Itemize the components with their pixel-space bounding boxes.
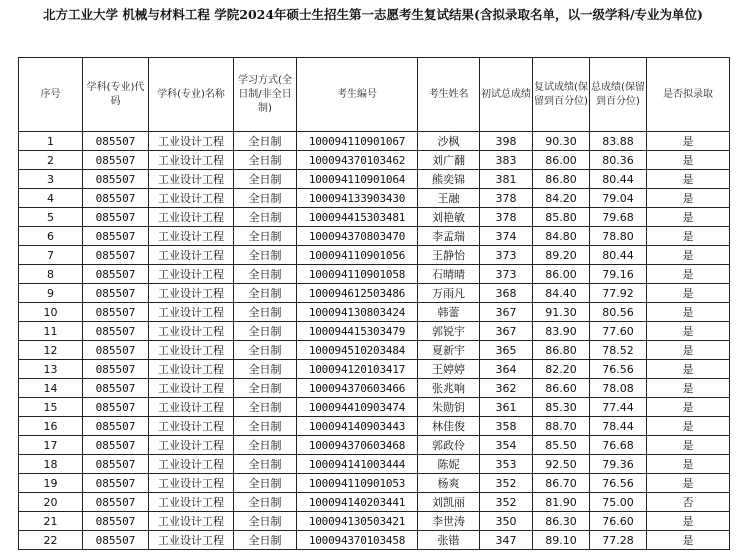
cell-retest-score: 86.70 [533,474,590,493]
cell-total-score: 78.80 [590,227,647,246]
cell-name: 石晴晴 [418,265,480,284]
cell-seq: 3 [19,170,83,189]
cell-retest-score: 85.30 [533,398,590,417]
cell-retest-score: 90.30 [533,132,590,151]
table-row [19,189,730,208]
cell-retest-score: 88.70 [533,417,590,436]
cell-code: 085507 [83,246,149,265]
cell-major: 工业设计工程 [149,322,234,341]
cell-total-score: 76.56 [590,360,647,379]
cell-candidate-id: 100094141003444 [297,455,418,474]
cell-retest-score: 86.30 [533,512,590,531]
cell-major: 工业设计工程 [149,360,234,379]
cell-mode: 全日制 [234,493,297,512]
cell-mode: 全日制 [234,208,297,227]
cell-seq: 12 [19,341,83,360]
cell-admit: 是 [647,360,730,379]
cell-initial-score: 365 [480,341,533,360]
cell-mode: 全日制 [234,284,297,303]
cell-code: 085507 [83,493,149,512]
cell-total-score: 77.28 [590,531,647,550]
cell-candidate-id: 100094410903474 [297,398,418,417]
table-row [19,512,730,531]
cell-retest-score: 85.50 [533,436,590,455]
cell-code: 085507 [83,189,149,208]
cell-major: 工业设计工程 [149,227,234,246]
cell-mode: 全日制 [234,132,297,151]
cell-name: 万雨凡 [418,284,480,303]
cell-retest-score: 84.40 [533,284,590,303]
cell-major: 工业设计工程 [149,398,234,417]
cell-name: 王静怡 [418,246,480,265]
table-row [19,246,730,265]
cell-code: 085507 [83,531,149,550]
cell-total-score: 76.68 [590,436,647,455]
cell-retest-score: 86.00 [533,151,590,170]
table-row [19,379,730,398]
cell-candidate-id: 100094110901067 [297,132,418,151]
cell-retest-score: 82.20 [533,360,590,379]
cell-retest-score: 92.50 [533,455,590,474]
table-row [19,436,730,455]
cell-admit: 是 [647,170,730,189]
cell-major: 工业设计工程 [149,265,234,284]
cell-candidate-id: 100094120103417 [297,360,418,379]
cell-code: 085507 [83,208,149,227]
table-row [19,531,730,550]
cell-admit: 是 [647,455,730,474]
cell-mode: 全日制 [234,379,297,398]
cell-name: 刘广翻 [418,151,480,170]
cell-retest-score: 89.10 [533,531,590,550]
cell-mode: 全日制 [234,474,297,493]
cell-admit: 是 [647,379,730,398]
cell-code: 085507 [83,132,149,151]
cell-mode: 全日制 [234,455,297,474]
cell-candidate-id: 100094370103462 [297,151,418,170]
cell-total-score: 78.08 [590,379,647,398]
cell-major: 工业设计工程 [149,512,234,531]
table-row [19,303,730,322]
cell-admit: 是 [647,322,730,341]
cell-initial-score: 361 [480,398,533,417]
cell-total-score: 77.44 [590,398,647,417]
cell-admit: 是 [647,474,730,493]
cell-code: 085507 [83,284,149,303]
cell-admit: 是 [647,208,730,227]
cell-name: 刘艳敏 [418,208,480,227]
cell-admit: 是 [647,512,730,531]
table-row [19,151,730,170]
cell-initial-score: 383 [480,151,533,170]
cell-seq: 17 [19,436,83,455]
cell-name: 朱勋钥 [418,398,480,417]
cell-mode: 全日制 [234,360,297,379]
cell-total-score: 79.16 [590,265,647,284]
cell-seq: 6 [19,227,83,246]
cell-candidate-id: 100094130803424 [297,303,418,322]
cell-name: 张锴 [418,531,480,550]
cell-code: 085507 [83,265,149,284]
cell-candidate-id: 100094140903443 [297,417,418,436]
cell-retest-score: 85.80 [533,208,590,227]
cell-admit: 是 [647,265,730,284]
cell-mode: 全日制 [234,303,297,322]
cell-seq: 19 [19,474,83,493]
cell-total-score: 77.92 [590,284,647,303]
cell-code: 085507 [83,341,149,360]
table-row [19,227,730,246]
header-retest-score: 复试成绩(保留到百分位) [533,58,590,132]
cell-code: 085507 [83,227,149,246]
cell-major: 工业设计工程 [149,208,234,227]
cell-initial-score: 352 [480,474,533,493]
cell-admit: 是 [647,341,730,360]
cell-admit: 是 [647,398,730,417]
table-row [19,474,730,493]
cell-mode: 全日制 [234,189,297,208]
cell-seq: 2 [19,151,83,170]
cell-code: 085507 [83,303,149,322]
cell-major: 工业设计工程 [149,493,234,512]
table-row [19,493,730,512]
cell-major: 工业设计工程 [149,417,234,436]
cell-name: 陈妮 [418,455,480,474]
cell-major: 工业设计工程 [149,189,234,208]
cell-admit: 是 [647,303,730,322]
cell-seq: 13 [19,360,83,379]
header-row [19,58,730,132]
cell-major: 工业设计工程 [149,531,234,550]
cell-candidate-id: 100094612503486 [297,284,418,303]
table-row [19,398,730,417]
cell-initial-score: 364 [480,360,533,379]
cell-admit: 是 [647,151,730,170]
cell-major: 工业设计工程 [149,151,234,170]
cell-major: 工业设计工程 [149,474,234,493]
cell-candidate-id: 100094370603468 [297,436,418,455]
table-row [19,360,730,379]
cell-candidate-id: 100094370103458 [297,531,418,550]
table-row [19,417,730,436]
cell-initial-score: 358 [480,417,533,436]
table-row [19,132,730,151]
cell-total-score: 80.44 [590,246,647,265]
cell-candidate-id: 100094130503421 [297,512,418,531]
cell-retest-score: 84.80 [533,227,590,246]
cell-seq: 9 [19,284,83,303]
cell-mode: 全日制 [234,417,297,436]
header-mode: 学习方式(全日制/非全日制) [234,58,297,132]
table-row [19,265,730,284]
cell-total-score: 80.44 [590,170,647,189]
cell-code: 085507 [83,322,149,341]
cell-mode: 全日制 [234,322,297,341]
table-row [19,208,730,227]
cell-retest-score: 81.90 [533,493,590,512]
cell-total-score: 76.56 [590,474,647,493]
cell-retest-score: 89.20 [533,246,590,265]
cell-name: 夏新宇 [418,341,480,360]
cell-name: 郭锐宇 [418,322,480,341]
cell-major: 工业设计工程 [149,341,234,360]
cell-seq: 10 [19,303,83,322]
header-code: 学科(专业)代码 [83,58,149,132]
cell-candidate-id: 100094370803470 [297,227,418,246]
cell-name: 郭政伶 [418,436,480,455]
cell-seq: 15 [19,398,83,417]
cell-code: 085507 [83,512,149,531]
cell-code: 085507 [83,379,149,398]
cell-major: 工业设计工程 [149,436,234,455]
cell-seq: 1 [19,132,83,151]
cell-retest-score: 84.20 [533,189,590,208]
table-row [19,341,730,360]
cell-admit: 是 [647,531,730,550]
cell-name: 杨爽 [418,474,480,493]
cell-mode: 全日制 [234,151,297,170]
cell-initial-score: 378 [480,189,533,208]
cell-candidate-id: 100094110901053 [297,474,418,493]
cell-code: 085507 [83,398,149,417]
cell-admit: 否 [647,493,730,512]
table-row [19,170,730,189]
cell-candidate-id: 100094140203441 [297,493,418,512]
cell-mode: 全日制 [234,436,297,455]
cell-total-score: 75.00 [590,493,647,512]
cell-admit: 是 [647,246,730,265]
cell-admit: 是 [647,189,730,208]
cell-seq: 21 [19,512,83,531]
cell-initial-score: 353 [480,455,533,474]
cell-name: 李世涛 [418,512,480,531]
cell-major: 工业设计工程 [149,379,234,398]
header-admit: 是否拟录取 [647,58,730,132]
cell-major: 工业设计工程 [149,455,234,474]
cell-retest-score: 86.00 [533,265,590,284]
cell-admit: 是 [647,284,730,303]
header-seq: 序号 [19,58,83,132]
cell-code: 085507 [83,417,149,436]
cell-initial-score: 373 [480,265,533,284]
cell-mode: 全日制 [234,341,297,360]
cell-total-score: 79.36 [590,455,647,474]
cell-major: 工业设计工程 [149,246,234,265]
cell-mode: 全日制 [234,512,297,531]
cell-initial-score: 381 [480,170,533,189]
cell-mode: 全日制 [234,531,297,550]
cell-seq: 14 [19,379,83,398]
cell-candidate-id: 100094133903430 [297,189,418,208]
cell-name: 刘凯丽 [418,493,480,512]
header-id: 考生编号 [297,58,418,132]
cell-retest-score: 83.90 [533,322,590,341]
cell-initial-score: 347 [480,531,533,550]
cell-code: 085507 [83,436,149,455]
cell-mode: 全日制 [234,246,297,265]
cell-name: 张兆响 [418,379,480,398]
cell-initial-score: 352 [480,493,533,512]
cell-admit: 是 [647,417,730,436]
cell-initial-score: 354 [480,436,533,455]
cell-name: 王融 [418,189,480,208]
cell-retest-score: 91.30 [533,303,590,322]
cell-name: 王婷婷 [418,360,480,379]
cell-name: 沙枫 [418,132,480,151]
page-title: 北方工业大学 机械与材料工程 学院2024年硕士生招生第一志愿考生复试结果(含拟录取名单，以一级学科/专业为单位) [43,7,703,22]
cell-mode: 全日制 [234,170,297,189]
cell-initial-score: 367 [480,322,533,341]
cell-code: 085507 [83,360,149,379]
cell-seq: 16 [19,417,83,436]
cell-total-score: 77.60 [590,322,647,341]
cell-name: 李孟瑞 [418,227,480,246]
cell-total-score: 83.88 [590,132,647,151]
cell-candidate-id: 100094510203484 [297,341,418,360]
cell-code: 085507 [83,474,149,493]
cell-initial-score: 367 [480,303,533,322]
cell-seq: 22 [19,531,83,550]
cell-major: 工业设计工程 [149,303,234,322]
cell-total-score: 76.60 [590,512,647,531]
cell-total-score: 80.56 [590,303,647,322]
cell-initial-score: 398 [480,132,533,151]
cell-initial-score: 378 [480,208,533,227]
cell-seq: 4 [19,189,83,208]
cell-initial-score: 368 [480,284,533,303]
cell-name: 韩蕾 [418,303,480,322]
cell-seq: 7 [19,246,83,265]
cell-total-score: 78.44 [590,417,647,436]
cell-initial-score: 362 [480,379,533,398]
cell-mode: 全日制 [234,227,297,246]
cell-retest-score: 86.80 [533,341,590,360]
cell-candidate-id: 100094110901064 [297,170,418,189]
cell-total-score: 79.04 [590,189,647,208]
table-row [19,284,730,303]
cell-name: 熊奕锦 [418,170,480,189]
cell-admit: 是 [647,132,730,151]
cell-major: 工业设计工程 [149,170,234,189]
cell-initial-score: 350 [480,512,533,531]
cell-candidate-id: 100094370603466 [297,379,418,398]
cell-code: 085507 [83,170,149,189]
cell-retest-score: 86.60 [533,379,590,398]
cell-code: 085507 [83,455,149,474]
cell-major: 工业设计工程 [149,132,234,151]
cell-seq: 11 [19,322,83,341]
cell-seq: 8 [19,265,83,284]
table-row [19,322,730,341]
cell-code: 085507 [83,151,149,170]
header-major: 学科(专业)名称 [149,58,234,132]
cell-initial-score: 373 [480,246,533,265]
cell-total-score: 80.36 [590,151,647,170]
table-row [19,455,730,474]
cell-admit: 是 [647,436,730,455]
header-initial-score: 初试总成绩 [480,58,533,132]
cell-seq: 20 [19,493,83,512]
cell-retest-score: 86.80 [533,170,590,189]
header-name: 考生姓名 [418,58,480,132]
cell-total-score: 79.68 [590,208,647,227]
cell-candidate-id: 100094110901058 [297,265,418,284]
cell-initial-score: 374 [480,227,533,246]
cell-seq: 18 [19,455,83,474]
cell-candidate-id: 100094415303479 [297,322,418,341]
cell-mode: 全日制 [234,398,297,417]
cell-name: 林佳俊 [418,417,480,436]
cell-mode: 全日制 [234,265,297,284]
header-total-score: 总成绩(保留到百分位) [590,58,647,132]
cell-candidate-id: 100094110901056 [297,246,418,265]
cell-major: 工业设计工程 [149,284,234,303]
cell-total-score: 78.52 [590,341,647,360]
cell-admit: 是 [647,227,730,246]
results-table [18,57,730,550]
cell-seq: 5 [19,208,83,227]
cell-candidate-id: 100094415303481 [297,208,418,227]
